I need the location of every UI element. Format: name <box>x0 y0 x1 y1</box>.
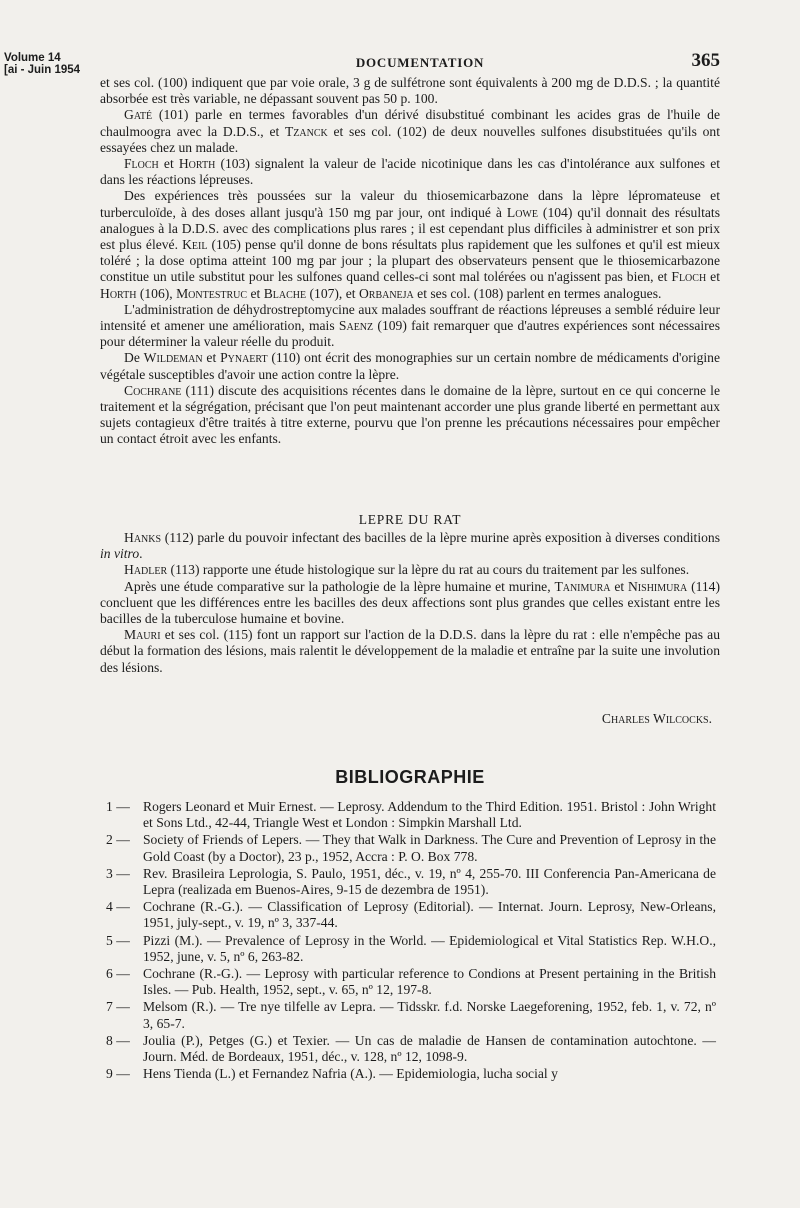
author-name: Horth <box>178 156 216 172</box>
author-name: Montestruc <box>176 285 248 301</box>
bibliography-list <box>100 799 716 1083</box>
paragraph: Mauri et ses col. (115) font un rapport sur l'action de la D.D.S. dans la lèpre du rat : elle n'empêche pas au début la formation des lésions, mais ralentit le développement de la maladie et entraîne par la suite une involution des lésions. <box>100 627 720 675</box>
paragraph: Floch et Horth (103) signalent la valeur de l'acide nicotinique dans les cas d'intolérance aux sulfones et dans les réactions lépreuses. <box>100 156 720 188</box>
author-name: Tzanck <box>285 123 328 139</box>
bibliography-heading: BIBLIOGRAPHIE <box>335 767 485 787</box>
author-name: Floch <box>124 156 159 172</box>
entry-number: 4 — <box>106 899 130 915</box>
entry-text: Pizzi (M.). — Prevalence of Leprosy in the World. — Epidemiological et Vital Statistics Rep. W.H.O., 1952, june, v. 5, nº 6, 263-82. <box>143 932 716 964</box>
paragraph: Après une étude comparative sur la pathologie de la lèpre humaine et murine, Tanimura et Nishimura (114) concluent que les différences entre les bacilles des deux affections sont plus grandes que celles existant entre les bacilles de la tuberculose humaine et bovine. <box>100 578 721 627</box>
author-name: Hadler <box>124 562 168 578</box>
author-name: Wildeman <box>143 350 203 366</box>
bibliography-entry <box>100 799 716 831</box>
author-name: Floch <box>671 269 707 285</box>
entry-number: 5 — <box>106 932 130 948</box>
entry-number: 6 — <box>106 966 130 982</box>
section-heading: LEPRE DU RAT <box>358 512 462 527</box>
author-name: Pynaert <box>220 350 268 366</box>
entry-number: 1 — <box>106 799 130 814</box>
paragraph: L'administration de déhydrostreptomycine aux malades souffrant de réactions lépreuses a semblé réduire leur intensité et amener une amélioration, mais Saenz (109) fait remarquer que d'autres expériences sont nécessaires pour déterminer la valeur réelle du produit. <box>100 301 720 350</box>
issue-date: [ai - Juin 1954 <box>4 64 81 76</box>
author-name: Blache <box>263 285 307 301</box>
volume-number: Volume 14 <box>4 52 61 64</box>
author-signature: Charles Wilcocks. <box>601 711 712 726</box>
bibliography-entry <box>100 1066 716 1082</box>
paragraph: Cochrane (111) discute des acquisitions récentes dans le domaine de la lèpre, surtout en ce qui concerne le traitement et la ségrégation, précisant que l'on peut maintenant accorder une plus grande liberté en permettant aux sujets contagieux d'être traités à titre externe, pourvu que l'on prenne les précautions nécessaires pour empêcher un contact étroit avec les enfants. <box>100 382 720 447</box>
entry-number: 8 — <box>106 1032 130 1048</box>
entry-text: Melsom (R.). — Tre nye tilfelle av Lepra. — Tidsskr. f.d. Norske Laegeforening, 1952, feb. 1, v. 72, nº 3, 65-7. <box>143 999 716 1031</box>
bibliography-entry <box>100 832 716 864</box>
entry-number: 7 — <box>106 999 130 1015</box>
paragraph: et ses col. (100) indiquent que par voie orale, 3 g de sulfétrone sont équivalents à 200 mg de D.D.S. ; la quantité absorbée est très variable, ne dépassant souvent pas 50 p. 100. <box>100 75 720 107</box>
paragraph: Hadler (113) rapporte une étude histologique sur la lèpre du rat au cours du traitement par les sulfones. <box>124 562 690 578</box>
page-number: 365 <box>691 50 720 71</box>
paragraph: Des expériences très poussées sur la valeur du thiosemicarbazone dans la lèpre lépromateuse et turberculoïde, à des doses allant jusqu'à 150 mg par jour, ont indiqué à Lowe (104) qu'il donnait des résultats analogues à la D.D.S. avec des complications plus rares ; il est cependant plus difficiles à administrer et son prix est plus élevé. Keil (105) pense qu'il donne de bons résultats plus rapidement que les sulfones et qu'il est mieux toléré ; la dose optima atteint 100 mg par jour ; la plupart des observateurs pensent que le thiosemicarbazone constitue un utile substitut pour les sulfones quand celles-ci sont mal tolérées ou n'agissent pas bien, et Floch et Horth (106), Montestruc et Blache (107), et Orbaneja et ses col. (108) parlent en termes analogues. <box>100 188 721 301</box>
author-name: Saenz <box>338 318 374 334</box>
entry-text: Society of Friends of Lepers. — They that Walk in Darkness. The Cure and Prevention of Leprosy in the Gold Coast (by a Doctor), 23 p., 1952, Accra : P. O. Box 778. <box>143 832 716 864</box>
bibliography-entry <box>100 899 716 931</box>
author-name: Cochrane <box>124 382 182 398</box>
entry-text: Rogers Leonard et Muir Ernest. — Leprosy. Addendum to the Third Edition. 1951. Bristol : John Wright et Sons Ltd., 42-44, Triangle West et London : Simpkin Marshall Ltd. <box>143 799 716 831</box>
entry-number: 3 — <box>106 865 130 881</box>
author-name: Gaté <box>124 107 153 123</box>
running-header-title: DOCUMENTATION <box>355 55 485 70</box>
entry-number: 2 — <box>106 832 130 848</box>
paragraph: Gaté (101) parle en termes favorables d'un dérivé disubstitué combinant les acides gras de l'huile de chaulmoogra avec la D.D.S., et Tzanck et ses col. (102) de deux nouvelles sulfones disubstituées qu'ils ont essayées chez un malade. <box>100 107 720 155</box>
volume-info <box>4 52 80 76</box>
bibliography-entry <box>100 1033 716 1065</box>
paragraph: De Wildeman et Pynaert (110) ont écrit des monographies sur un certain nombre de médicaments d'origine végétale susceptibles d'avoir une action contre la lèpre. <box>100 350 721 382</box>
entry-number: 9 — <box>106 1066 130 1082</box>
entry-text: Rev. Brasileira Leprologia, S. Paulo, 1951, déc., v. 19, nº 4, 255-70. III Conferencia Pan-Americana de Lepra (realizada em Buenos-Aires, 9-15 de dezembra de 1951). <box>143 865 716 898</box>
author-name: Nishimura <box>627 578 688 594</box>
rat-section-text <box>100 530 720 676</box>
author-name: Hanks <box>124 530 162 545</box>
bibliography-entry <box>100 933 716 965</box>
author-name: Mauri <box>124 627 161 643</box>
author-name: Tanimura <box>554 578 611 594</box>
bibliography-entry <box>100 999 716 1031</box>
author-name: Orbaneja <box>358 285 414 301</box>
bibliography-entry <box>100 966 716 998</box>
paragraph: Hanks (112) parle du pouvoir infectant des bacilles de la lèpre murine après exposition à diverses conditions in vitro. <box>100 530 720 562</box>
author-name: Keil <box>182 237 208 253</box>
author-name: Horth <box>100 285 137 301</box>
main-body-text <box>100 75 720 448</box>
bibliography-entry <box>100 866 716 898</box>
entry-text: Hens Tienda (L.) et Fernandez Nafria (A.). — Epidemiologia, lucha social y <box>143 1066 558 1082</box>
entry-text: Joulia (P.), Petges (G.) et Texier. — Un cas de maladie de Hansen de contamination autochtone. — Journ. Méd. de Bordeaux, 1951, déc., v. 128, nº 12, 1098-9. <box>143 1032 716 1065</box>
entry-text: Cochrane (R.-G.). — Leprosy with particular reference to Condions at Present pertaining in the British Isles. — Pub. Health, 1952, sept., v. 65, nº 12, 197-8. <box>143 966 716 998</box>
author-name: Lowe <box>506 204 538 220</box>
entry-text: Cochrane (R.-G.). — Classification of Leprosy (Editorial). — Internat. Journ. Leprosy, New-Orleans, 1951, july-sept., v. 19, nº 3, 337-44. <box>143 899 716 931</box>
